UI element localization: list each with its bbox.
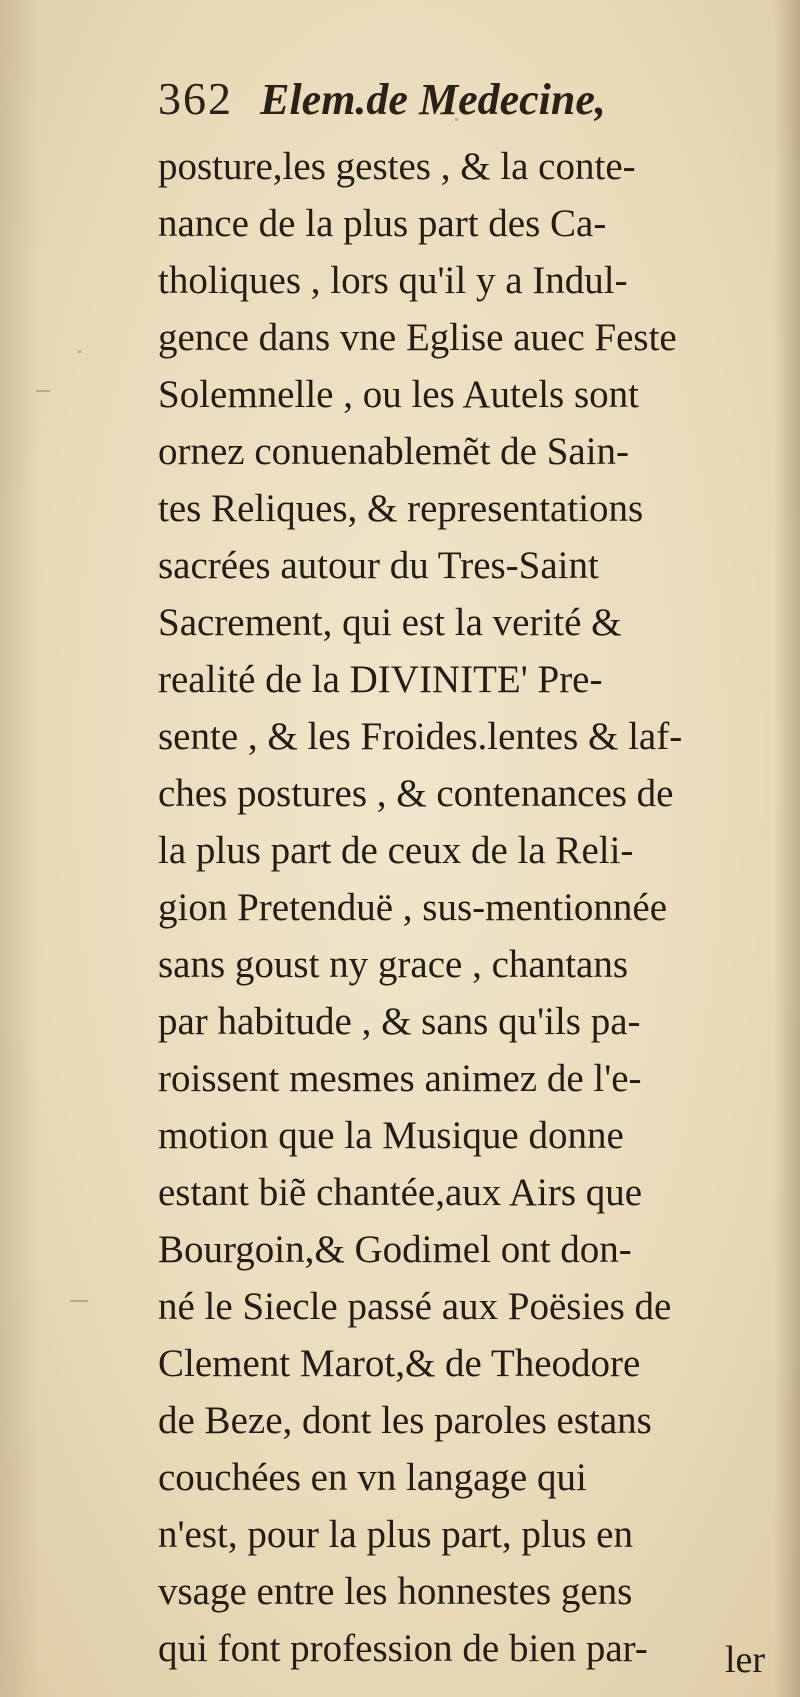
catchword: ler: [725, 1639, 766, 1681]
paper-speck: [70, 1300, 88, 1302]
text-line: tholiques , lors qu'il y a Indul-: [158, 259, 628, 302]
text-line: sans goust ny grace , chantans: [158, 943, 629, 986]
text-line: ches postures , & contenances de: [158, 772, 674, 815]
text-line: ornez conuenablemẽt de Sain-: [158, 430, 630, 473]
text-line: né le Siecle passé aux Poësies de: [158, 1285, 672, 1328]
text-line: vsage entre les honnestes gens: [158, 1570, 633, 1613]
text-line: de Beze, dont les paroles estans: [158, 1399, 652, 1442]
text-line: motion que la Musique donne: [158, 1114, 624, 1157]
text-line: Clement Marot,& de Theodore: [158, 1342, 641, 1385]
text-line: sente , & les Froides.lentes & laf-: [158, 715, 683, 758]
text-line: estant biẽ chantée,aux Airs que: [158, 1171, 643, 1214]
text-line: couchées en vn langage qui: [158, 1456, 587, 1499]
text-line: posture,les gestes , & la conte-: [158, 145, 636, 188]
text-line: n'est, pour la plus part, plus en: [158, 1513, 633, 1556]
text-line: Bourgoin,& Godimel ont don-: [158, 1228, 632, 1271]
text-line: roissent mesmes animez de l'e-: [158, 1057, 642, 1100]
text-line: Sacrement, qui est la verité &: [158, 601, 622, 644]
paper-speck: [78, 350, 81, 353]
text-line: par habitude , & sans qu'ils pa-: [158, 1000, 641, 1043]
page-header: [158, 72, 758, 134]
text-line: tes Reliques, & representations: [158, 487, 644, 530]
page-number: 362: [158, 73, 233, 124]
text-line: gence dans vne Eglise auec Feste: [158, 316, 677, 359]
page-edge-shadow: [0, 0, 40, 1697]
running-head: Elem.de Medecine,: [260, 75, 606, 124]
text-line: gion Pretenduë , sus-mentionnée: [158, 886, 668, 929]
paper-speck: [36, 390, 50, 392]
text-line: realité de la DIVINITE' Pre-: [158, 658, 603, 701]
text-line: Solemnelle , ou les Autels sont: [158, 373, 639, 416]
text-line: nance de la plus part des Ca-: [158, 202, 607, 245]
body-text: [158, 138, 780, 1677]
text-line: sacrées autour du Tres-Saint: [158, 544, 599, 587]
text-line: la plus part de ceux de la Reli-: [158, 829, 634, 872]
text-line: qui font profession de bien par-: [158, 1627, 648, 1670]
